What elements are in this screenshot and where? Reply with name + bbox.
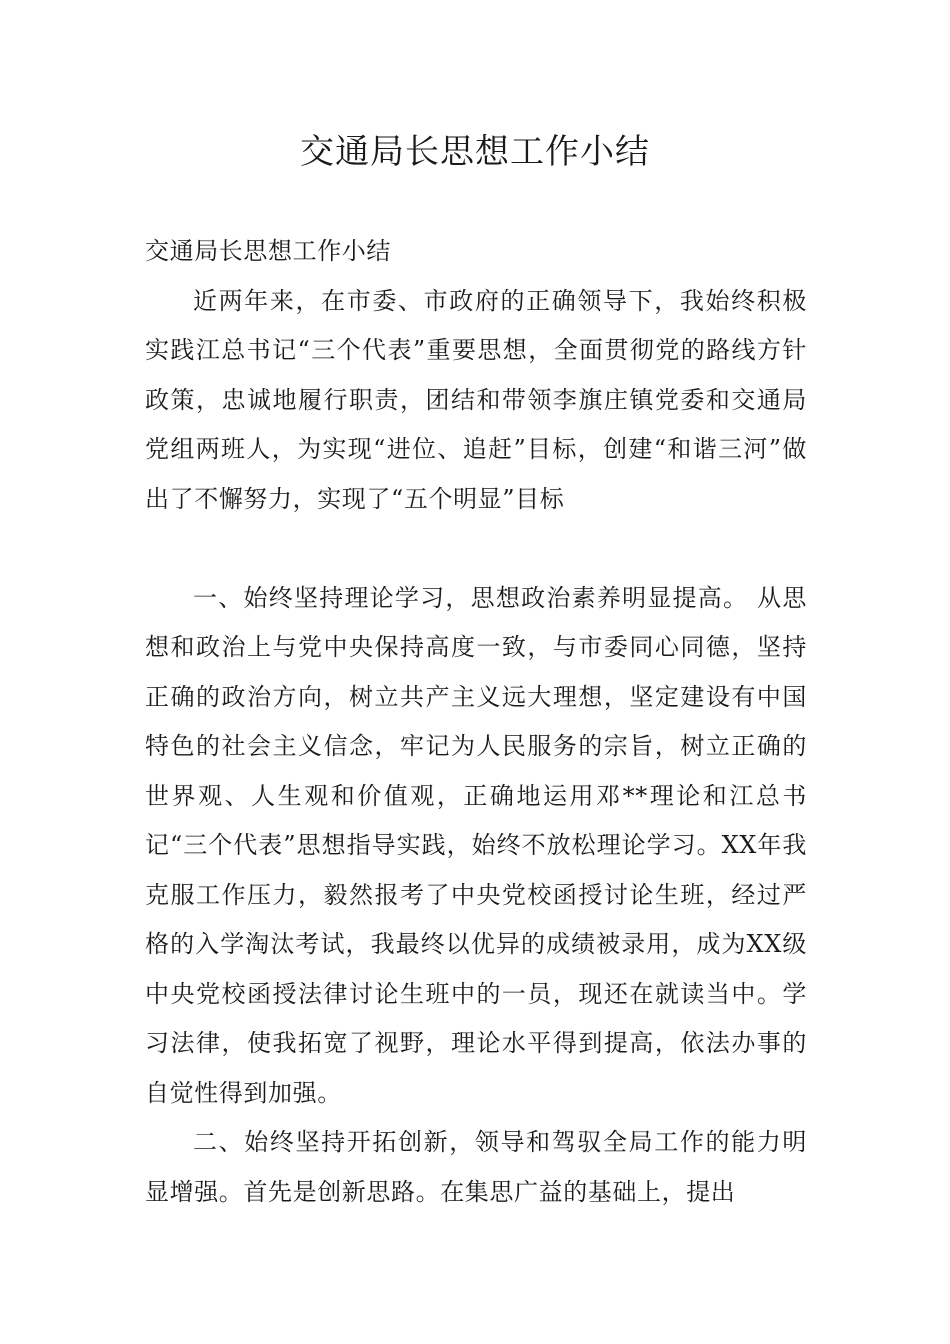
document-subtitle: 交通局长思想工作小结 (145, 237, 391, 265)
paragraph-intro: 近两年来，在市委、市政府的正确领导下，我始终积极实践江总书记“三个代表”重要思想，全面贯彻党的路线方针政策，忠诚地履行职责，团结和带领李旗庄镇党委和交通局党组两班人，为实现“进位、追赶”目标，创建“和谐三河”做出了不懈努力，实现了“五个明显”目标 (145, 286, 807, 513)
document-title: 交通局长思想工作小结 (300, 132, 650, 172)
paragraph-section-2: 二、始终坚持开拓创新，领导和驾驭全局工作的能力明显增强。首先是创新思路。在集思广益的基础上，提出 (145, 1128, 807, 1206)
paragraph-spacer (145, 524, 807, 574)
paragraph-section-1: 一、始终坚持理论学习，思想政治素养明显提高。 从思想和政治上与党中央保持高度一致，与市委同心同德，坚持正确的政治方向，树立共产主义远大理想，坚定建设有中国特色的社会主义信念，牢记为人民服务的宗旨，树立正确的世界观、人生观和价值观，正确地运用邓**理论和江总书记“三个代表”思想指导实践，始终不放松理论学习。XX年我克服工作压力，毅然报考了中央党校函授讨论生班，经过严格的入学淘汰考试，我最终以优异的成绩被录用，成为XX级中央党校函授法律讨论生班中的一员，现还在就读当中。学习法律，使我拓宽了视野，理论水平得到提高，依法办事的自觉性得到加强。 (145, 583, 807, 1107)
document-body (145, 227, 807, 1217)
